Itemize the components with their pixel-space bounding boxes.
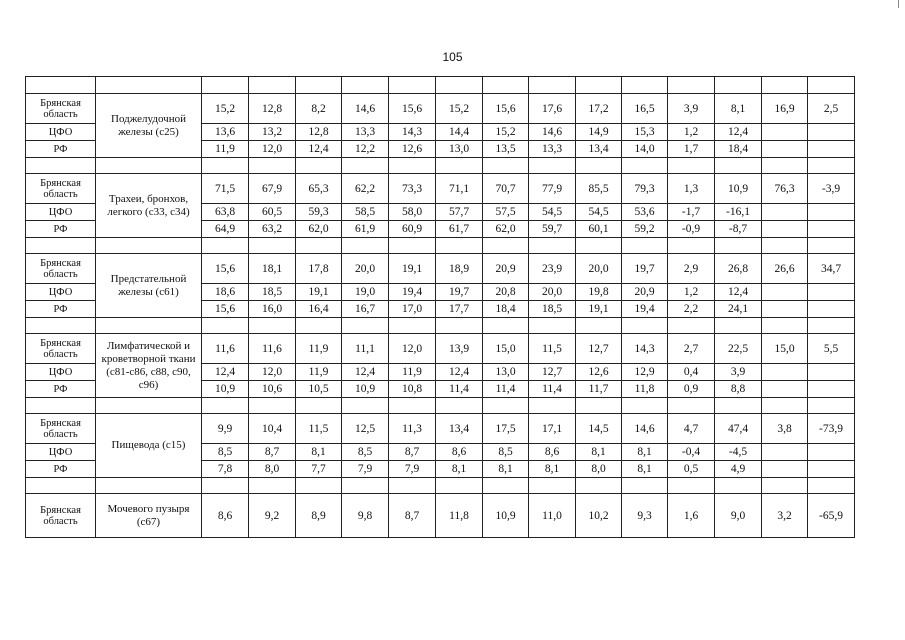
value-cell	[762, 284, 808, 301]
value-cell: 11,9	[389, 364, 436, 381]
value-cell: 14,6	[622, 414, 668, 444]
value-cell: 8,1	[296, 444, 342, 461]
table-row	[26, 174, 855, 204]
value-cell: 53,6	[622, 204, 668, 221]
value-cell: 85,5	[576, 174, 622, 204]
value-cell: 26,6	[762, 254, 808, 284]
value-cell: 11,9	[202, 141, 249, 158]
value-cell: 11,6	[249, 334, 296, 364]
value-cell: 11,9	[296, 334, 342, 364]
value-cell: 8,1	[715, 94, 762, 124]
value-cell: 8,7	[389, 494, 436, 538]
value-cell: 12,0	[249, 141, 296, 158]
value-cell: 73,3	[389, 174, 436, 204]
value-cell	[762, 141, 808, 158]
value-cell: 14,0	[622, 141, 668, 158]
table-body	[26, 77, 855, 538]
value-cell: 2,2	[668, 301, 715, 318]
value-cell: 12,2	[342, 141, 389, 158]
value-cell: 10,6	[249, 381, 296, 398]
value-cell: 10,5	[296, 381, 342, 398]
value-cell: -4,5	[715, 444, 762, 461]
value-cell: 10,9	[202, 381, 249, 398]
value-cell: 12,7	[576, 334, 622, 364]
value-cell: 0,4	[668, 364, 715, 381]
value-cell: 15,2	[483, 124, 529, 141]
value-cell: 19,1	[576, 301, 622, 318]
value-cell: 79,3	[622, 174, 668, 204]
cancer-site-cell: Мочевого пузыря (c67)	[96, 494, 202, 538]
region-cell: Брянская область	[26, 334, 96, 364]
value-cell: 59,7	[529, 221, 576, 238]
value-cell: 20,0	[576, 254, 622, 284]
value-cell: 7,7	[296, 461, 342, 478]
value-cell: 18,5	[529, 301, 576, 318]
value-cell: 17,1	[529, 414, 576, 444]
value-cell: 20,0	[342, 254, 389, 284]
value-cell: 17,2	[576, 94, 622, 124]
value-cell: 8,9	[296, 494, 342, 538]
value-cell	[808, 124, 855, 141]
value-cell: 7,9	[342, 461, 389, 478]
value-cell: 13,2	[249, 124, 296, 141]
spacer-row	[26, 478, 855, 494]
value-cell: 70,7	[483, 174, 529, 204]
region-cell: Брянская область	[26, 174, 96, 204]
value-cell: 14,6	[342, 94, 389, 124]
value-cell: 10,9	[483, 494, 529, 538]
value-cell: 63,2	[249, 221, 296, 238]
value-cell	[808, 141, 855, 158]
region-cell: РФ	[26, 301, 96, 318]
value-cell: 16,9	[762, 94, 808, 124]
value-cell: 57,7	[436, 204, 483, 221]
spacer-row	[26, 398, 855, 414]
value-cell	[762, 444, 808, 461]
value-cell: 18,9	[436, 254, 483, 284]
value-cell: 64,9	[202, 221, 249, 238]
value-cell: 13,5	[483, 141, 529, 158]
value-cell: 12,4	[296, 141, 342, 158]
value-cell: 19,0	[342, 284, 389, 301]
value-cell: 8,6	[202, 494, 249, 538]
value-cell: 17,5	[483, 414, 529, 444]
value-cell: 67,9	[249, 174, 296, 204]
value-cell: 12,0	[249, 364, 296, 381]
value-cell: 10,4	[249, 414, 296, 444]
value-cell: 18,1	[249, 254, 296, 284]
value-cell: 8,1	[436, 461, 483, 478]
value-cell: 54,5	[529, 204, 576, 221]
value-cell: 15,0	[762, 334, 808, 364]
value-cell: 3,2	[762, 494, 808, 538]
value-cell: 16,4	[296, 301, 342, 318]
value-cell: 11,8	[436, 494, 483, 538]
value-cell: 8,6	[529, 444, 576, 461]
value-cell: 12,9	[622, 364, 668, 381]
value-cell: 12,4	[342, 364, 389, 381]
value-cell: 12,5	[342, 414, 389, 444]
value-cell: 71,1	[436, 174, 483, 204]
value-cell: 2,9	[668, 254, 715, 284]
region-cell: РФ	[26, 381, 96, 398]
value-cell: -0,4	[668, 444, 715, 461]
value-cell: 12,7	[529, 364, 576, 381]
value-cell: 17,8	[296, 254, 342, 284]
value-cell: 14,3	[389, 124, 436, 141]
value-cell	[808, 461, 855, 478]
value-cell: 60,1	[576, 221, 622, 238]
value-cell: -16,1	[715, 204, 762, 221]
value-cell: 13,0	[483, 364, 529, 381]
spacer-row	[26, 77, 855, 94]
value-cell: 62,2	[342, 174, 389, 204]
value-cell	[808, 364, 855, 381]
value-cell: 77,9	[529, 174, 576, 204]
value-cell: 17,7	[436, 301, 483, 318]
value-cell: 13,3	[342, 124, 389, 141]
value-cell: 15,2	[436, 94, 483, 124]
spacer-row	[26, 158, 855, 174]
table-row	[26, 254, 855, 284]
value-cell	[762, 364, 808, 381]
value-cell: 1,3	[668, 174, 715, 204]
value-cell: 57,5	[483, 204, 529, 221]
value-cell: 19,1	[389, 254, 436, 284]
value-cell: 9,2	[249, 494, 296, 538]
value-cell: 76,3	[762, 174, 808, 204]
value-cell	[808, 221, 855, 238]
value-cell: 8,5	[342, 444, 389, 461]
value-cell: 15,3	[622, 124, 668, 141]
value-cell	[762, 221, 808, 238]
value-cell: 16,7	[342, 301, 389, 318]
value-cell: 61,7	[436, 221, 483, 238]
value-cell: 62,0	[483, 221, 529, 238]
value-cell: 2,5	[808, 94, 855, 124]
value-cell: 8,5	[202, 444, 249, 461]
value-cell: 13,0	[436, 141, 483, 158]
region-cell: РФ	[26, 461, 96, 478]
table-row	[26, 494, 855, 538]
value-cell: 17,6	[529, 94, 576, 124]
value-cell: -3,9	[808, 174, 855, 204]
value-cell: 12,0	[389, 334, 436, 364]
value-cell: 16,0	[249, 301, 296, 318]
region-cell: РФ	[26, 141, 96, 158]
value-cell: 7,8	[202, 461, 249, 478]
value-cell	[762, 204, 808, 221]
value-cell	[808, 444, 855, 461]
value-cell	[808, 381, 855, 398]
value-cell: 8,1	[529, 461, 576, 478]
cancer-site-cell: Трахеи, бронхов, легкого (c33, c34)	[96, 174, 202, 238]
value-cell: -65,9	[808, 494, 855, 538]
value-cell: 58,5	[342, 204, 389, 221]
value-cell: 1,2	[668, 124, 715, 141]
region-cell: ЦФО	[26, 124, 96, 141]
value-cell: 8,5	[483, 444, 529, 461]
region-cell: ЦФО	[26, 204, 96, 221]
value-cell: 22,5	[715, 334, 762, 364]
value-cell: 8,0	[249, 461, 296, 478]
value-cell: 12,4	[436, 364, 483, 381]
value-cell: 15,6	[202, 301, 249, 318]
value-cell: 11,6	[202, 334, 249, 364]
value-cell: 8,0	[576, 461, 622, 478]
value-cell: 14,4	[436, 124, 483, 141]
value-cell: -8,7	[715, 221, 762, 238]
value-cell: 12,6	[389, 141, 436, 158]
value-cell: 65,3	[296, 174, 342, 204]
value-cell: 23,9	[529, 254, 576, 284]
region-cell: Брянская область	[26, 494, 96, 538]
value-cell: -73,9	[808, 414, 855, 444]
value-cell: 19,1	[296, 284, 342, 301]
value-cell: 12,4	[715, 284, 762, 301]
region-cell: РФ	[26, 221, 96, 238]
value-cell: 20,0	[529, 284, 576, 301]
value-cell: 10,2	[576, 494, 622, 538]
value-cell: 12,6	[576, 364, 622, 381]
value-cell: 1,2	[668, 284, 715, 301]
value-cell: 18,6	[202, 284, 249, 301]
value-cell: 17,0	[389, 301, 436, 318]
value-cell: 8,1	[483, 461, 529, 478]
value-cell: 19,7	[436, 284, 483, 301]
value-cell	[808, 284, 855, 301]
cancer-site-cell: Предстательной железы (c61)	[96, 254, 202, 318]
value-cell: 18,4	[715, 141, 762, 158]
cancer-site-cell: Поджелудочной железы (c25)	[96, 94, 202, 158]
value-cell: 10,9	[715, 174, 762, 204]
value-cell: 60,5	[249, 204, 296, 221]
value-cell: 9,9	[202, 414, 249, 444]
value-cell: 13,9	[436, 334, 483, 364]
value-cell	[762, 124, 808, 141]
region-cell: Брянская область	[26, 254, 96, 284]
value-cell: 14,3	[622, 334, 668, 364]
value-cell	[762, 301, 808, 318]
value-cell: 62,0	[296, 221, 342, 238]
value-cell: 60,9	[389, 221, 436, 238]
value-cell: 3,9	[715, 364, 762, 381]
value-cell: 8,7	[389, 444, 436, 461]
value-cell: 16,5	[622, 94, 668, 124]
value-cell: 15,2	[202, 94, 249, 124]
value-cell: -1,7	[668, 204, 715, 221]
value-cell	[808, 301, 855, 318]
value-cell	[808, 204, 855, 221]
value-cell: 26,8	[715, 254, 762, 284]
value-cell: 11,1	[342, 334, 389, 364]
value-cell: 14,9	[576, 124, 622, 141]
value-cell: -0,9	[668, 221, 715, 238]
value-cell: 3,9	[668, 94, 715, 124]
cancer-site-cell: Пищевода (c15)	[96, 414, 202, 478]
value-cell: 47,4	[715, 414, 762, 444]
value-cell: 8,2	[296, 94, 342, 124]
value-cell: 13,4	[576, 141, 622, 158]
value-cell: 8,1	[622, 461, 668, 478]
value-cell: 59,2	[622, 221, 668, 238]
spacer-row	[26, 318, 855, 334]
value-cell: 71,5	[202, 174, 249, 204]
value-cell: 12,8	[296, 124, 342, 141]
value-cell: 11,5	[529, 334, 576, 364]
spacer-row	[26, 238, 855, 254]
region-cell: ЦФО	[26, 284, 96, 301]
value-cell: 1,7	[668, 141, 715, 158]
value-cell: 13,3	[529, 141, 576, 158]
value-cell: 14,5	[576, 414, 622, 444]
page-number: 105	[442, 50, 463, 64]
value-cell: 61,9	[342, 221, 389, 238]
value-cell: 20,8	[483, 284, 529, 301]
cancer-site-cell: Лимфатической и кроветворной ткани (c81-c86, c88, c90, c96)	[96, 334, 202, 398]
value-cell: 9,8	[342, 494, 389, 538]
value-cell: 5,5	[808, 334, 855, 364]
region-cell: ЦФО	[26, 444, 96, 461]
value-cell: 14,6	[529, 124, 576, 141]
value-cell: 8,1	[576, 444, 622, 461]
value-cell: 7,9	[389, 461, 436, 478]
value-cell: 9,0	[715, 494, 762, 538]
value-cell: 3,8	[762, 414, 808, 444]
value-cell: 24,1	[715, 301, 762, 318]
value-cell: 11,4	[483, 381, 529, 398]
value-cell: 11,8	[622, 381, 668, 398]
value-cell: 0,9	[668, 381, 715, 398]
value-cell	[762, 381, 808, 398]
value-cell: 58,0	[389, 204, 436, 221]
value-cell: 19,8	[576, 284, 622, 301]
region-cell: Брянская область	[26, 94, 96, 124]
value-cell: 4,9	[715, 461, 762, 478]
value-cell: 19,4	[389, 284, 436, 301]
value-cell: 11,7	[576, 381, 622, 398]
value-cell: 19,7	[622, 254, 668, 284]
table-row	[26, 94, 855, 124]
value-cell: 15,6	[389, 94, 436, 124]
value-cell: 63,8	[202, 204, 249, 221]
value-cell: 20,9	[622, 284, 668, 301]
value-cell: 11,9	[296, 364, 342, 381]
value-cell: 12,8	[249, 94, 296, 124]
value-cell: 15,0	[483, 334, 529, 364]
value-cell: 13,6	[202, 124, 249, 141]
value-cell: 18,5	[249, 284, 296, 301]
value-cell: 11,4	[529, 381, 576, 398]
value-cell: 11,3	[389, 414, 436, 444]
table-row	[26, 414, 855, 444]
value-cell: 11,5	[296, 414, 342, 444]
value-cell: 4,7	[668, 414, 715, 444]
value-cell: 2,7	[668, 334, 715, 364]
statistics-table	[25, 76, 855, 538]
value-cell: 11,4	[436, 381, 483, 398]
value-cell: 8,8	[715, 381, 762, 398]
value-cell: 8,1	[622, 444, 668, 461]
value-cell: 19,4	[622, 301, 668, 318]
value-cell: 1,6	[668, 494, 715, 538]
value-cell: 8,6	[436, 444, 483, 461]
edge-mark	[898, 0, 899, 8]
value-cell: 10,9	[342, 381, 389, 398]
value-cell: 0,5	[668, 461, 715, 478]
value-cell: 59,3	[296, 204, 342, 221]
region-cell: Брянская область	[26, 414, 96, 444]
value-cell: 15,6	[483, 94, 529, 124]
table-row	[26, 334, 855, 364]
value-cell: 10,8	[389, 381, 436, 398]
value-cell: 15,6	[202, 254, 249, 284]
value-cell: 13,4	[436, 414, 483, 444]
value-cell: 11,0	[529, 494, 576, 538]
value-cell: 9,3	[622, 494, 668, 538]
region-cell: ЦФО	[26, 364, 96, 381]
value-cell: 54,5	[576, 204, 622, 221]
value-cell: 18,4	[483, 301, 529, 318]
value-cell: 12,4	[202, 364, 249, 381]
value-cell: 12,4	[715, 124, 762, 141]
value-cell	[762, 461, 808, 478]
value-cell: 8,7	[249, 444, 296, 461]
value-cell: 34,7	[808, 254, 855, 284]
value-cell: 20,9	[483, 254, 529, 284]
